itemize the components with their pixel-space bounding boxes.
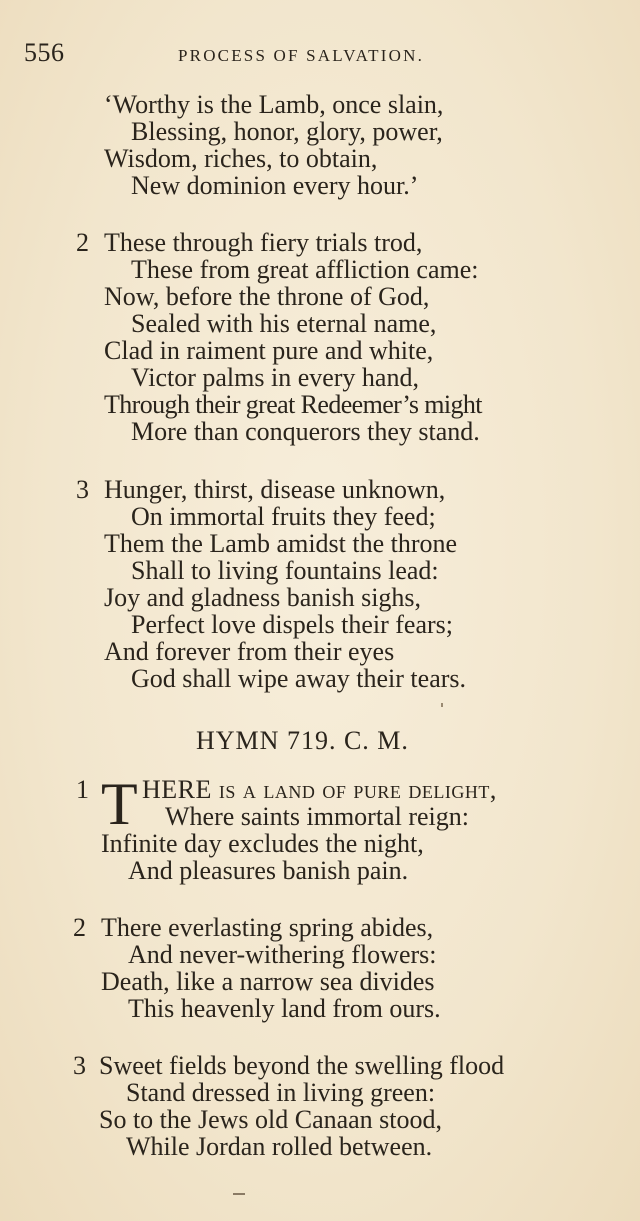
stanza-line: Clad in raiment pure and white,: [104, 336, 434, 365]
stanza-number: 3: [76, 475, 89, 504]
stanza-line: Through their great Redeemer’s might: [104, 390, 482, 419]
stanza-line: On immortal fruits they feed;: [131, 502, 436, 531]
stanza-line: There everlasting spring abides,: [101, 913, 434, 942]
stanza-line: These through fiery trials trod,: [104, 228, 423, 257]
stanza-line: Joy and gladness banish sighs,: [104, 583, 422, 612]
stanza-line: HERE is a land of pure delight,: [142, 775, 497, 804]
stanza-line: Them the Lamb amidst the throne: [104, 529, 458, 558]
stanza-line: Victor palms in every hand,: [131, 363, 419, 392]
stanza-number: 2: [73, 913, 86, 942]
stanza-line: More than conquerors they stand.: [131, 417, 480, 446]
stanza-line: Hunger, thirst, disease unknown,: [104, 475, 446, 504]
page-number: 556: [24, 38, 65, 67]
stanza-line: Now, before the throne of God,: [104, 282, 430, 311]
stanza-line: Infinite day excludes the night,: [101, 829, 424, 858]
stanza-line: Wisdom, riches, to obtain,: [104, 144, 378, 173]
stanza-line: While Jordan rolled between.: [126, 1132, 433, 1161]
stanza-line: So to the Jews old Canaan stood,: [99, 1105, 443, 1134]
stanza-number: 2: [76, 228, 89, 257]
ink-speck: [441, 703, 443, 707]
printer-mark: [233, 1193, 245, 1195]
stanza-line: God shall wipe away their tears.: [131, 664, 467, 693]
stanza-number: 1: [76, 775, 89, 804]
running-title: PROCESS OF SALVATION.: [178, 46, 425, 65]
stanza-line: This heavenly land from ours.: [128, 994, 441, 1023]
stanza-line: And never-withering flowers:: [128, 940, 437, 969]
hymn-heading: HYMN 719. C. M.: [196, 726, 409, 755]
stanza-line: ‘Worthy is the Lamb, once slain,: [104, 90, 444, 119]
stanza-line: Death, like a narrow sea divides: [101, 967, 435, 996]
stanza-line: And forever from their eyes: [104, 637, 395, 666]
stanza-line: Where saints immortal reign:: [165, 802, 469, 831]
stanza-line: Perfect love dispels their fears;: [131, 610, 453, 639]
stanza-line: New dominion every hour.’: [131, 171, 419, 200]
stanza-line: Stand dressed in living green:: [126, 1078, 436, 1107]
stanza-line: Shall to living fountains lead:: [131, 556, 439, 585]
stanza-line: And pleasures banish pain.: [128, 856, 409, 885]
stanza-line: Sweet fields beyond the swelling flood: [99, 1051, 505, 1080]
stanza-line: These from great affliction came:: [131, 255, 479, 284]
drop-cap: T: [101, 771, 138, 837]
stanza-line: Sealed with his eternal name,: [131, 309, 437, 338]
stanza-number: 3: [73, 1051, 86, 1080]
stanza-line: Blessing, honor, glory, power,: [131, 117, 443, 146]
